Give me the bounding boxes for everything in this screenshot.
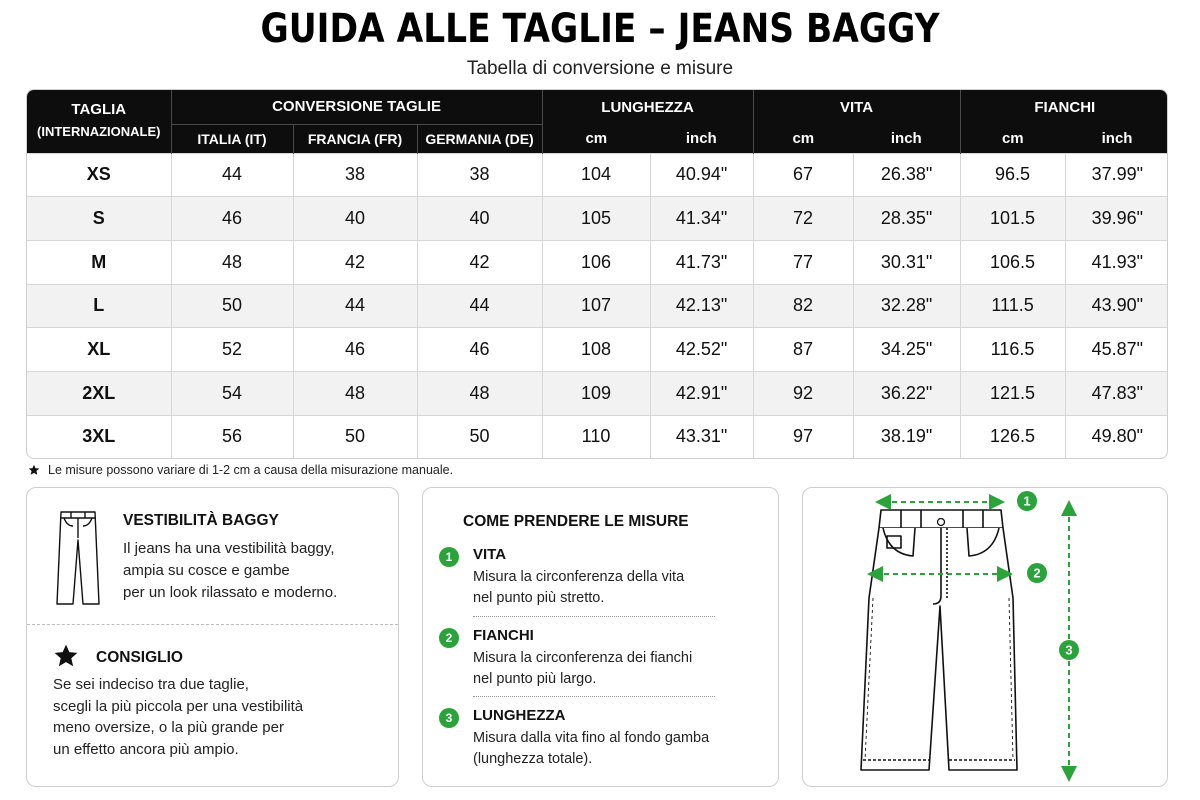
- header-conversione: CONVERSIONE TAGLIE: [171, 90, 542, 124]
- fit-tip-card: [26, 487, 399, 787]
- cell-hip-cm: 96.5: [960, 153, 1065, 197]
- cell-it: 52: [171, 328, 293, 372]
- cell-waist-cm: 82: [753, 284, 853, 328]
- table-row: [27, 153, 1168, 197]
- header-lunghezza-cm: cm: [542, 124, 650, 153]
- cell-hip-cm: 126.5: [960, 415, 1065, 458]
- cell-it: 44: [171, 153, 293, 197]
- step-description: Misura dalla vita fino al fondo gamba (lunghezza totale).: [473, 730, 710, 767]
- cell-waist-in: 34.25": [853, 328, 960, 372]
- cell-len-in: 41.73": [650, 240, 753, 284]
- cell-de: 40: [417, 197, 542, 241]
- cell-waist-in: 30.31": [853, 240, 960, 284]
- step-description: Misura la circonferenza della vita nel punto più stretto.: [473, 569, 685, 606]
- star-icon: [28, 464, 40, 476]
- cell-waist-in: 28.35": [853, 197, 960, 241]
- cell-it: 48: [171, 240, 293, 284]
- cell-waist-cm: 97: [753, 415, 853, 458]
- step-number-badge: 2: [439, 628, 459, 648]
- header-italia: ITALIA (IT): [171, 124, 293, 153]
- cell-waist-in: 26.38": [853, 153, 960, 197]
- header-vita: VITA: [753, 90, 960, 124]
- cell-waist-cm: 87: [753, 328, 853, 372]
- cell-size: 2XL: [27, 372, 171, 416]
- cell-de: 46: [417, 328, 542, 372]
- star-icon: [53, 643, 79, 669]
- cell-it: 56: [171, 415, 293, 458]
- marker-1: [1017, 491, 1037, 511]
- table-row: [27, 415, 1168, 458]
- table-row: [27, 284, 1168, 328]
- cell-size: XL: [27, 328, 171, 372]
- fit-section: [27, 488, 398, 625]
- cell-de: 38: [417, 153, 542, 197]
- cell-len-cm: 105: [542, 197, 650, 241]
- table-row: [27, 240, 1168, 284]
- header-vita-cm: cm: [753, 124, 853, 153]
- cell-len-in: 42.91": [650, 372, 753, 416]
- cell-hip-in: 45.87": [1065, 328, 1168, 372]
- cell-len-in: 42.13": [650, 284, 753, 328]
- jeans-outline: [861, 510, 1017, 770]
- fit-description: Il jeans ha una vestibilità baggy, ampia su cosce e gambe per un look rilassato e moderno.: [123, 540, 338, 601]
- cell-hip-in: 43.90": [1065, 284, 1168, 328]
- header-fianchi: FIANCHI: [960, 90, 1168, 124]
- marker-label-2: 2: [1033, 565, 1041, 581]
- measurement-note: [28, 463, 453, 477]
- header-taglia: TAGLIA (INTERNAZIONALE): [27, 90, 171, 153]
- cell-it: 54: [171, 372, 293, 416]
- header-vita-inch: inch: [853, 124, 960, 153]
- cell-hip-in: 41.93": [1065, 240, 1168, 284]
- cell-waist-in: 36.22": [853, 372, 960, 416]
- marker-label-3: 3: [1065, 642, 1073, 658]
- cell-len-in: 42.52": [650, 328, 753, 372]
- cell-fr: 44: [293, 284, 417, 328]
- cell-len-cm: 107: [542, 284, 650, 328]
- cell-it: 50: [171, 284, 293, 328]
- cell-waist-in: 32.28": [853, 284, 960, 328]
- divider: [473, 616, 715, 617]
- step-description: Misura la circonferenza dei fianchi nel punto più largo.: [473, 650, 693, 687]
- cell-waist-cm: 92: [753, 372, 853, 416]
- page-title: GUIDA ALLE TAGLIE – JEANS BAGGY: [260, 6, 940, 52]
- cell-size: 3XL: [27, 415, 171, 458]
- fit-title: VESTIBILITÀ BAGGY: [123, 512, 279, 529]
- table-row: [27, 197, 1168, 241]
- cell-hip-cm: 101.5: [960, 197, 1065, 241]
- header-francia: FRANCIA (FR): [293, 124, 417, 153]
- size-table: [26, 89, 1168, 459]
- cell-hip-cm: 116.5: [960, 328, 1065, 372]
- cell-len-cm: 106: [542, 240, 650, 284]
- step-title: FIANCHI: [473, 627, 534, 644]
- cell-fr: 46: [293, 328, 417, 372]
- cell-fr: 50: [293, 415, 417, 458]
- measurement-diagram-card: [802, 487, 1168, 787]
- cell-len-in: 40.94": [650, 153, 753, 197]
- cell-hip-cm: 106.5: [960, 240, 1065, 284]
- cell-len-cm: 110: [542, 415, 650, 458]
- cell-waist-in: 38.19": [853, 415, 960, 458]
- cell-hip-in: 39.96": [1065, 197, 1168, 241]
- cell-len-cm: 108: [542, 328, 650, 372]
- cell-de: 48: [417, 372, 542, 416]
- button-icon: [938, 519, 945, 526]
- cell-size: XS: [27, 153, 171, 197]
- step-number-badge: 1: [439, 547, 459, 567]
- cell-len-in: 43.31": [650, 415, 753, 458]
- cell-len-cm: 109: [542, 372, 650, 416]
- cell-hip-in: 37.99": [1065, 153, 1168, 197]
- cell-waist-cm: 77: [753, 240, 853, 284]
- cell-hip-in: 47.83": [1065, 372, 1168, 416]
- cell-hip-in: 49.80": [1065, 415, 1168, 458]
- jeans-measurement-diagram: [803, 488, 1169, 788]
- cell-fr: 40: [293, 197, 417, 241]
- marker-2: [1027, 563, 1047, 583]
- cell-waist-cm: 67: [753, 153, 853, 197]
- note-text: Le misure possono variare di 1-2 cm a causa della misurazione manuale.: [48, 463, 454, 477]
- cell-hip-cm: 111.5: [960, 284, 1065, 328]
- cell-fr: 42: [293, 240, 417, 284]
- cell-waist-cm: 72: [753, 197, 853, 241]
- cell-size: S: [27, 197, 171, 241]
- cell-de: 50: [417, 415, 542, 458]
- cell-len-cm: 104: [542, 153, 650, 197]
- header-fianchi-inch: inch: [1065, 124, 1168, 153]
- how-to-measure-card: [422, 487, 779, 787]
- cell-hip-cm: 121.5: [960, 372, 1065, 416]
- cell-size: M: [27, 240, 171, 284]
- table-row: [27, 328, 1168, 372]
- tip-description: Se sei indeciso tra due taglie, scegli la più piccola per una vestibilità meno oversize, o la più grande per un effetto ancora più ampio.: [53, 676, 304, 758]
- marker-3: [1059, 640, 1079, 660]
- marker-label-1: 1: [1023, 493, 1031, 509]
- jeans-icon: [53, 508, 103, 608]
- tip-title: CONSIGLIO: [96, 649, 183, 666]
- table-row: [27, 372, 1168, 416]
- step-title: LUNGHEZZA: [473, 707, 566, 724]
- divider: [473, 696, 715, 697]
- how-to-title: COME PRENDERE LE MISURE: [463, 513, 689, 530]
- header-lunghezza: LUNGHEZZA: [542, 90, 753, 124]
- cell-len-in: 41.34": [650, 197, 753, 241]
- cell-de: 44: [417, 284, 542, 328]
- header-germania: GERMANIA (DE): [417, 124, 542, 153]
- header-lunghezza-inch: inch: [650, 124, 753, 153]
- page-subtitle: Tabella di conversione e misure: [466, 58, 734, 79]
- step-number-badge: 3: [439, 708, 459, 728]
- cell-size: L: [27, 284, 171, 328]
- cell-it: 46: [171, 197, 293, 241]
- header-fianchi-cm: cm: [960, 124, 1065, 153]
- cell-de: 42: [417, 240, 542, 284]
- cell-fr: 38: [293, 153, 417, 197]
- step-title: VITA: [473, 546, 507, 563]
- cell-fr: 48: [293, 372, 417, 416]
